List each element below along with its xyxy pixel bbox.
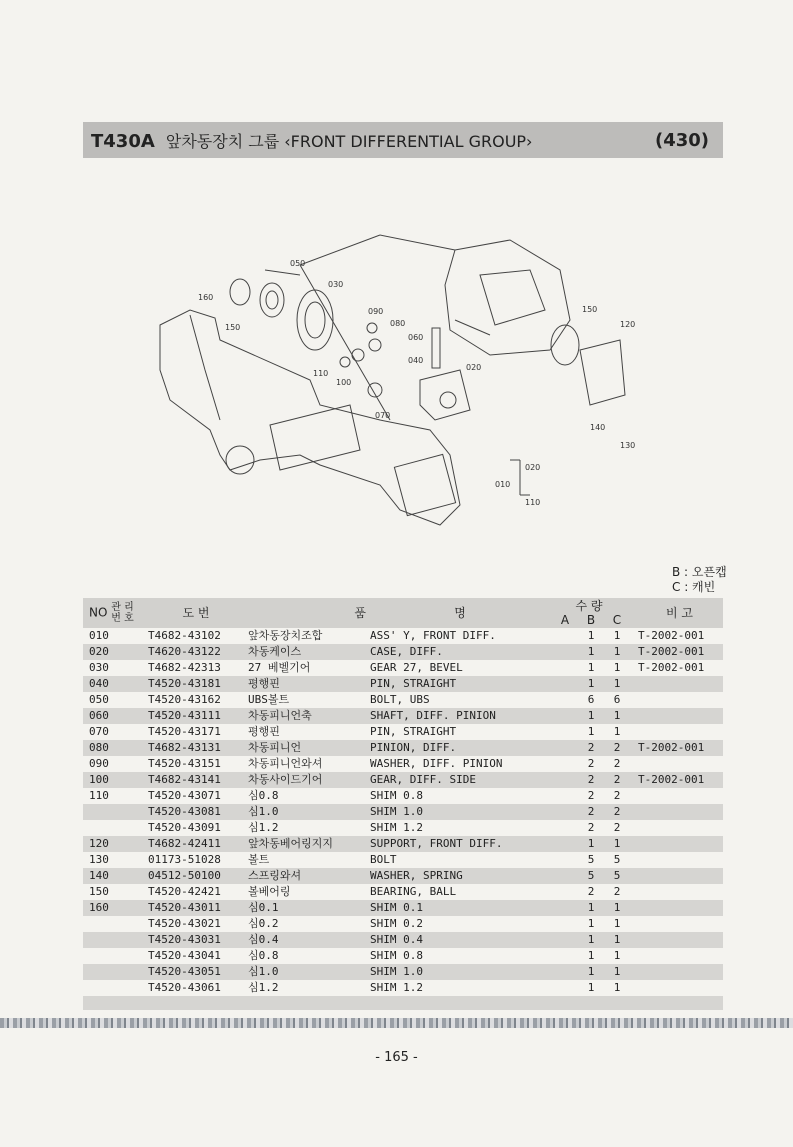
qty-a-cell [552, 900, 578, 916]
callout-label: 110 [525, 498, 541, 507]
qty-b-cell: 5 [587, 853, 595, 866]
qty-a-cell [552, 980, 578, 996]
drawing-no-cell: T4520-43181 [146, 676, 246, 692]
callout-label: 130 [620, 441, 636, 450]
qty-a-cell [552, 804, 578, 820]
drawing-no-cell: T4520-43011 [146, 900, 246, 916]
header-qty-a: A [552, 598, 578, 628]
table-filler-row [83, 996, 723, 1010]
callout-label: 060 [408, 333, 424, 342]
korean-name-cell: 볼베어링 [248, 885, 291, 898]
korean-name-cell: 평행핀 [248, 725, 280, 738]
qty-c-cell: 1 [604, 836, 630, 852]
remark-cell [630, 788, 723, 804]
legend-cabin: C : 캐빈 [672, 580, 716, 594]
english-name-cell: SHIM 1.2 [370, 821, 423, 834]
remark-cell [630, 708, 723, 724]
english-name-cell: PINION, DIFF. [368, 740, 552, 756]
english-name-cell: SUPPORT, FRONT DIFF. [368, 836, 552, 852]
qty-b-cell: 2 [578, 772, 604, 788]
qty-a-cell [552, 964, 578, 980]
korean-name-cell: 심1.0 [246, 964, 368, 980]
part-no-cell: 090 [89, 757, 109, 770]
english-name-cell: ASS' Y, FRONT DIFF. [370, 629, 496, 642]
qty-a-cell [552, 756, 578, 772]
housing-flange [394, 454, 455, 515]
page-bottom-band [0, 1018, 793, 1028]
callout-label: 070 [375, 411, 391, 420]
korean-name-cell: 평행핀 [246, 676, 368, 692]
remark-cell [630, 804, 723, 820]
ball-bearing-right [551, 325, 579, 365]
drawing-no-cell: T4682-43131 [146, 740, 246, 756]
english-name-cell: GEAR, DIFF. SIDE [368, 772, 552, 788]
table-row [83, 980, 723, 996]
callout-label: 100 [336, 378, 352, 387]
remark-cell [630, 852, 723, 868]
table-row [83, 628, 723, 644]
qty-b-cell: 2 [587, 885, 595, 898]
remark-cell [630, 884, 723, 900]
callout-label: 020 [466, 363, 482, 372]
remark-cell [630, 756, 723, 772]
qty-a-cell [552, 628, 578, 644]
bearing-support [580, 340, 625, 405]
table-row [83, 756, 723, 772]
qty-b-cell: 1 [578, 644, 604, 660]
english-name-cell: SHIM 1.2 [370, 981, 423, 994]
remark-cell [630, 932, 723, 948]
part-no-cell [83, 804, 146, 820]
qty-a-cell [552, 948, 578, 964]
part-no-cell: 010 [89, 629, 109, 642]
bevel-gear [297, 290, 333, 350]
callout-label: 080 [390, 319, 406, 328]
english-name-cell: CASE, DIFF. [368, 644, 552, 660]
drawing-no-cell: T4520-43051 [146, 964, 246, 980]
filler-cell [83, 996, 723, 1010]
remark-cell: T-2002-001 [638, 661, 705, 674]
header-mgmt-bottom: 번 호 [111, 613, 134, 624]
drawing-no-cell: T4520-43031 [146, 932, 246, 948]
leader-line [300, 235, 380, 265]
qty-b-cell: 1 [587, 981, 595, 994]
remark-cell [630, 868, 723, 884]
header-mgmt [111, 602, 134, 624]
english-name-cell: GEAR 27, BEVEL [370, 661, 463, 674]
callout-label: 160 [198, 293, 214, 302]
qty-a-cell [552, 708, 578, 724]
table-row [83, 772, 723, 788]
drawing-no-cell: T4520-43061 [148, 981, 221, 994]
callout-label: 110 [313, 369, 329, 378]
legend [672, 565, 727, 595]
exploded-parts-diagram [150, 230, 636, 530]
qty-b-cell: 2 [587, 757, 595, 770]
drawing-no-cell: T4520-43071 [148, 789, 221, 802]
housing-window [270, 405, 360, 470]
pinion-washer [367, 323, 377, 333]
table-row [83, 660, 723, 676]
table-row [83, 692, 723, 708]
korean-name-cell: 차동피니언축 [246, 708, 368, 724]
part-no-cell: 130 [89, 853, 109, 866]
part-no-cell [83, 932, 146, 948]
table-row [83, 708, 723, 724]
table-row [83, 644, 723, 660]
axle-port [226, 446, 254, 474]
qty-b-cell: 2 [578, 740, 604, 756]
page-number: - 165 - [375, 1050, 418, 1065]
qty-b-cell: 1 [578, 900, 604, 916]
part-no-cell: 040 [83, 676, 146, 692]
qty-c-cell: 1 [604, 644, 630, 660]
drawing-no-cell: T4520-43162 [148, 693, 221, 706]
korean-name-cell: 심0.8 [248, 789, 279, 802]
qty-b-cell: 2 [587, 821, 595, 834]
qty-c-cell: 5 [613, 853, 621, 866]
header-name-part1: 품 [246, 598, 368, 628]
remark-cell [630, 676, 723, 692]
table-row [83, 788, 723, 804]
korean-name-cell: 심1.2 [248, 981, 279, 994]
header-remark: 비 고 [630, 598, 723, 628]
remark-cell [630, 724, 723, 740]
drawing-no-cell: T4520-43171 [148, 725, 221, 738]
callout-label: 150 [582, 305, 598, 314]
qty-a-cell [552, 772, 578, 788]
part-no-cell: 020 [83, 644, 146, 660]
drawing-no-cell: T4520-43081 [146, 804, 246, 820]
english-name-cell: PIN, STRAIGHT [370, 725, 457, 738]
english-name-cell: WASHER, DIFF. PINION [370, 757, 503, 770]
ball-bearing-left [260, 283, 284, 317]
korean-name-cell: 앞차동베어링지지 [246, 836, 368, 852]
group-code: T430A [91, 130, 155, 152]
qty-b-cell: 2 [587, 789, 595, 802]
part-no-cell: 050 [89, 693, 109, 706]
differential-case-bore [440, 392, 456, 408]
qty-c-cell: 1 [613, 661, 621, 674]
qty-c-cell: 1 [613, 949, 621, 962]
qty-a-cell [552, 884, 578, 900]
leader-line [455, 320, 490, 335]
drawing-no-cell: T4520-43111 [146, 708, 246, 724]
part-no-cell [83, 916, 146, 932]
qty-b-cell: 1 [578, 932, 604, 948]
qty-a-cell [552, 868, 578, 884]
table-row [83, 868, 723, 884]
differential-case [420, 370, 470, 420]
korean-name-cell: 앞차동장치조합 [248, 629, 323, 642]
english-name-cell: SHIM 0.2 [370, 917, 423, 930]
english-name-cell: SHAFT, DIFF. PINION [368, 708, 552, 724]
header-qty: 수 량 [575, 599, 603, 613]
english-name-cell: BOLT, UBS [370, 693, 430, 706]
legend-open-cab: B : 오픈캡 [672, 565, 727, 579]
parts-table [83, 598, 723, 1010]
remark-cell [630, 820, 723, 836]
korean-name-cell: 스프링와셔 [246, 868, 368, 884]
remark-cell: T-2002-001 [638, 629, 705, 642]
side-shim [340, 357, 350, 367]
qty-c-cell: 1 [604, 900, 630, 916]
drawing-no-cell: T4682-42411 [146, 836, 246, 852]
header-name-part2: 명 [368, 598, 552, 628]
english-name-cell: BOLT [370, 853, 397, 866]
qty-b-cell: 2 [578, 804, 604, 820]
qty-b-cell: 1 [587, 917, 595, 930]
table-row [83, 884, 723, 900]
table-row [83, 900, 723, 916]
part-no-cell: 150 [89, 885, 109, 898]
qty-a-cell [552, 788, 578, 804]
qty-c-cell: 2 [613, 789, 621, 802]
drawing-no-cell: T4520-43151 [148, 757, 221, 770]
callout-label: 120 [620, 320, 636, 329]
header-qty-b-label: B [586, 613, 596, 627]
drawing-no-cell: 01173-51028 [148, 853, 221, 866]
shim-ring [230, 279, 250, 305]
pinion-gear [369, 339, 381, 351]
english-name-cell: SHIM 0.8 [370, 949, 423, 962]
qty-a-cell [552, 676, 578, 692]
header-qty-c: C [604, 598, 630, 628]
leader-line [265, 270, 300, 275]
qty-b-cell: 1 [587, 661, 595, 674]
qty-b-cell: 1 [587, 629, 595, 642]
remark-cell [630, 948, 723, 964]
table-row [83, 820, 723, 836]
part-no-cell: 100 [83, 772, 146, 788]
callout-label: 020 [525, 463, 541, 472]
part-no-cell: 120 [83, 836, 146, 852]
ball-bearing-left-bore [266, 291, 278, 309]
remark-cell [630, 980, 723, 996]
table-row [83, 676, 723, 692]
qty-c-cell: 1 [613, 917, 621, 930]
qty-a-cell [552, 852, 578, 868]
table-row [83, 804, 723, 820]
qty-c-cell: 2 [604, 804, 630, 820]
header-drawing-no: 도 번 [146, 598, 246, 628]
korean-name-cell: 심0.2 [248, 917, 279, 930]
korean-name-cell: 심0.4 [246, 932, 368, 948]
qty-b-cell: 1 [578, 708, 604, 724]
part-no-cell: 030 [89, 661, 109, 674]
qty-c-cell: 1 [613, 725, 621, 738]
korean-name-cell: 심0.1 [246, 900, 368, 916]
qty-a-cell [552, 644, 578, 660]
part-no-cell [83, 820, 146, 836]
qty-a-cell [552, 724, 578, 740]
table-row [83, 852, 723, 868]
callout-label: 150 [225, 323, 241, 332]
drawing-no-cell: T4682-43102 [148, 629, 221, 642]
housing-edge [190, 315, 220, 420]
table-row [83, 724, 723, 740]
bevel-gear-hub [305, 302, 325, 338]
korean-name-cell: 차동피니언 [246, 740, 368, 756]
qty-b-cell: 1 [578, 836, 604, 852]
qty-c-cell: 2 [613, 885, 621, 898]
english-name-cell: WASHER, SPRING [368, 868, 552, 884]
qty-a-cell [552, 660, 578, 676]
part-no-cell [83, 964, 146, 980]
korean-name-cell: UBS볼트 [248, 693, 290, 706]
qty-a-cell [552, 740, 578, 756]
qty-c-cell: 2 [613, 757, 621, 770]
qty-c-cell: 6 [613, 693, 621, 706]
korean-name-cell: 심0.8 [248, 949, 279, 962]
header-mgmt-top: 관 리 [111, 602, 134, 613]
drawing-no-cell: T4520-43091 [148, 821, 221, 834]
part-no-cell: 140 [83, 868, 146, 884]
part-no-cell: 080 [83, 740, 146, 756]
qty-c-cell: 2 [604, 740, 630, 756]
qty-c-cell: 1 [604, 708, 630, 724]
pinion-shaft [432, 328, 440, 368]
english-name-cell: SHIM 0.8 [370, 789, 423, 802]
remark-cell [630, 916, 723, 932]
callout-label: 030 [328, 280, 344, 289]
qty-a-cell [552, 692, 578, 708]
korean-name-cell: 27 베벨기어 [248, 661, 311, 674]
qty-b-cell: 6 [587, 693, 595, 706]
remark-cell [630, 900, 723, 916]
remark-cell [630, 964, 723, 980]
qty-b-cell: 1 [587, 949, 595, 962]
drawing-no-cell: 04512-50100 [146, 868, 246, 884]
callout-label: 140 [590, 423, 606, 432]
part-no-cell: 110 [89, 789, 109, 802]
korean-name-cell: 차동사이드기어 [246, 772, 368, 788]
english-name-cell: SHIM 1.0 [368, 804, 552, 820]
remark-cell: T-2002-001 [630, 740, 723, 756]
korean-name-cell: 심1.2 [248, 821, 279, 834]
leader-line [380, 235, 455, 250]
korean-name-cell: 차동케이스 [246, 644, 368, 660]
callout-label: 050 [290, 259, 306, 268]
drawing-no-cell: T4520-43041 [148, 949, 221, 962]
section-title-bar [83, 122, 723, 158]
table-row [83, 948, 723, 964]
gear-case-face [480, 270, 545, 325]
drawing-no-cell: T4682-42313 [148, 661, 221, 674]
callout-label: 090 [368, 307, 384, 316]
qty-c-cell: 1 [613, 981, 621, 994]
korean-name-cell: 심1.0 [246, 804, 368, 820]
qty-c-cell: 1 [604, 676, 630, 692]
english-name-cell: SHIM 0.4 [368, 932, 552, 948]
qty-c-cell: 2 [613, 821, 621, 834]
table-row [83, 964, 723, 980]
qty-b-cell: 1 [578, 964, 604, 980]
table-header-row [83, 598, 723, 628]
table-row [83, 916, 723, 932]
qty-c-cell: 1 [604, 932, 630, 948]
header-no [83, 598, 146, 628]
callout-label: 010 [495, 480, 511, 489]
part-no-cell: 160 [83, 900, 146, 916]
side-gear [352, 349, 364, 361]
table-row [83, 740, 723, 756]
english-name-cell: BEARING, BALL [370, 885, 457, 898]
remark-cell [630, 692, 723, 708]
qty-b-cell: 5 [578, 868, 604, 884]
english-name-cell: SHIM 0.1 [368, 900, 552, 916]
table-row [83, 932, 723, 948]
qty-a-cell [552, 820, 578, 836]
drawing-no-cell: T4520-43021 [148, 917, 221, 930]
remark-cell: T-2002-001 [630, 772, 723, 788]
part-no-cell: 060 [83, 708, 146, 724]
gear-case [445, 240, 570, 355]
header-no-label: NO [89, 605, 108, 620]
part-no-cell: 070 [89, 725, 109, 738]
part-no-cell [83, 980, 146, 996]
axle-housing [160, 310, 460, 525]
korean-name-cell: 차동피니언와셔 [248, 757, 323, 770]
qty-a-cell [552, 932, 578, 948]
remark-cell: T-2002-001 [630, 644, 723, 660]
remark-cell [630, 836, 723, 852]
table-row [83, 836, 723, 852]
qty-c-cell: 1 [604, 964, 630, 980]
english-name-cell: PIN, STRAIGHT [368, 676, 552, 692]
section-title [83, 129, 532, 152]
qty-b-cell: 1 [587, 725, 595, 738]
drawing-no-cell: T4682-43141 [146, 772, 246, 788]
drawing-no-cell: T4620-43122 [146, 644, 246, 660]
english-name-cell: SHIM 1.0 [368, 964, 552, 980]
qty-b-cell: 1 [578, 676, 604, 692]
qty-a-cell [552, 836, 578, 852]
qty-a-cell [552, 916, 578, 932]
qty-c-cell: 5 [604, 868, 630, 884]
qty-c-cell: 2 [604, 772, 630, 788]
qty-c-cell: 1 [613, 629, 621, 642]
leader-line [300, 265, 390, 420]
group-number: (430) [654, 129, 709, 151]
part-no-cell [83, 948, 146, 964]
callout-label: 040 [408, 356, 424, 365]
korean-name-cell: 볼트 [248, 853, 270, 866]
header-qty-b [575, 598, 604, 628]
group-title: 앞차동장치 그룹 ‹FRONT DIFFERENTIAL GROUP› [165, 131, 533, 151]
drawing-no-cell: T4520-42421 [148, 885, 221, 898]
